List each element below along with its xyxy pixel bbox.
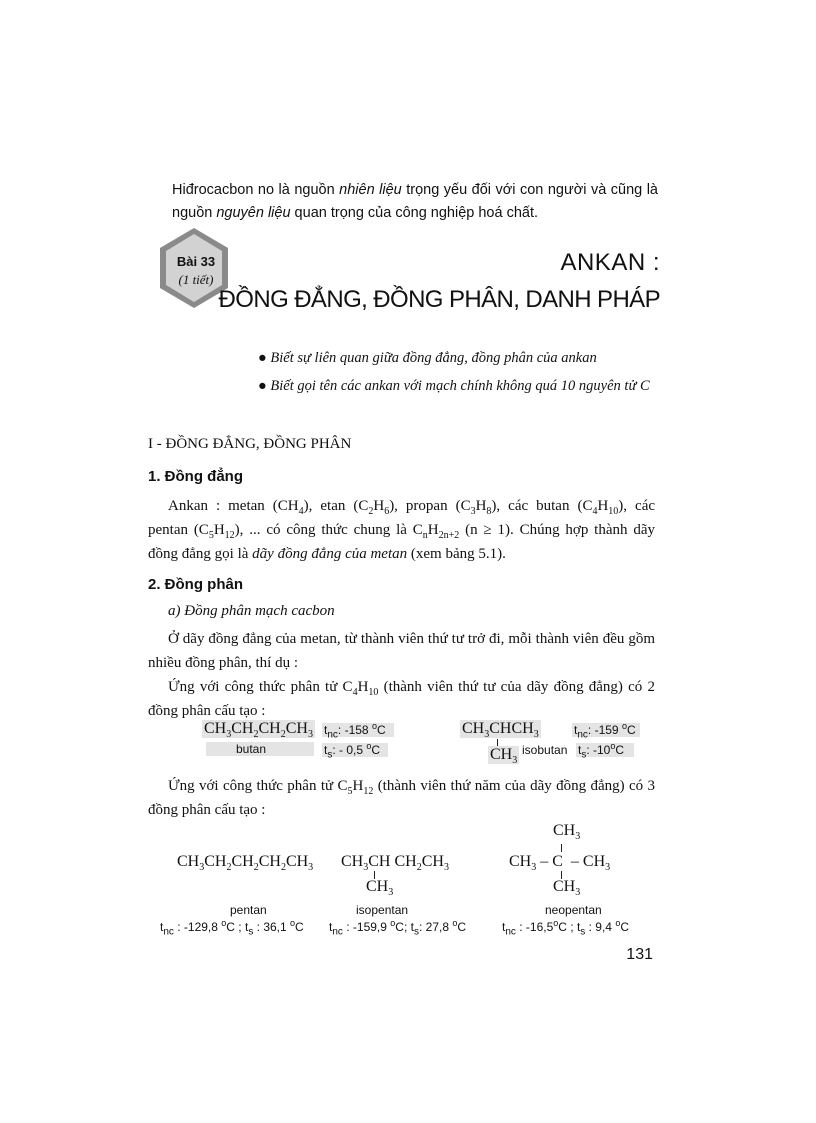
intro-text: Hiđrocacbon no là nguồn — [172, 182, 340, 198]
butan-name: butan — [206, 742, 314, 756]
intro-text: nguồn — [172, 205, 217, 221]
neopentan-temperatures: $t_{nc}$ : -16,5$^o$C ; $t_s$ : 9,4 $^o$C — [502, 918, 630, 938]
dong-phan-paragraph-1: Ở dãy đồng đẳng của metan, từ thành viên thứ tư trở đi, mỗi thành viên đều gồm nhiều đồng phân, thí dụ : — [148, 631, 655, 671]
lesson-title-line1: ANKAN : — [560, 249, 660, 276]
butan-boiling-point: $t_s$: - 0,5 $^o$C — [322, 743, 388, 757]
neopentan-top-branch: $CH_3$ — [553, 822, 581, 843]
objective-text: Biết sự liên quan giữa đồng đẳng, đồng phân của ankan — [270, 350, 597, 366]
dong-phan-paragraph-2: Ứng với công thức phân tử $C_4H_{10}$ (thành viên thứ tư của dãy đồng đẳng) có 2 đồng phân cấu tạo : — [148, 679, 656, 719]
lesson-title-line2: ĐỒNG ĐẲNG, ĐỒNG PHÂN, DANH PHÁP — [218, 286, 660, 313]
pentan-temperatures: $t_{nc}$ : -129,8 $^o$C ; $t_s$ : 36,1 $^o$C — [160, 918, 304, 938]
bullet-icon: ● — [258, 378, 271, 394]
isopentan-name: isopentan — [356, 903, 409, 917]
isobutan-branch: $CH_3$ — [490, 746, 518, 767]
bond-line — [561, 844, 562, 852]
neopentan-name: neopentan — [545, 903, 602, 917]
intro-emphasis: nhiên liệu — [339, 182, 402, 198]
neopentan-bottom-branch: $CH_3$ — [553, 878, 581, 899]
objective-text: Biết gọi tên các ankan với mạch chính không quá 10 nguyên tử C — [270, 378, 650, 394]
isopentan-formula: $CH_3CH$ $CH_2CH_3$ — [341, 853, 449, 874]
dong-phan-paragraph-3: Ứng với công thức phân tử $C_5H_{12}$ (thành viên thứ năm của dãy đồng đẳng) có 3 đồng phân cấu tạo : — [148, 778, 655, 818]
neopentan-formula: $CH_3$ – C – $CH_3$ — [509, 853, 611, 874]
intro-text: trọng yếu đối với con người và cũng là — [401, 182, 658, 198]
butan-formula: $CH_3CH_2CH_2CH_3$ — [204, 720, 313, 741]
intro-emphasis: nguyên liệu — [216, 205, 291, 221]
isobutan-boiling-point: $t_s$: -10$^o$C — [576, 743, 634, 757]
dong-dang-paragraph: Ankan : metan $(CH_4)$, etan $(C_2H_6)$, propan $(C_3H_8)$, các butan $(C_4H_{10})$, các pentan $(C_5H_{12})$, ... có công thức chung là $C_nH_{2n+2}$ (n ≥ 1). Chúng hợp thành dãy đồng đẳng gọi là dãy đồng đẳng của metan (xem bảng 5.1). — [148, 498, 656, 562]
isobutan-name: isobutan — [522, 743, 568, 757]
lesson-number: Bài 33 — [176, 254, 216, 269]
lesson-duration: (1 tiết) — [178, 272, 214, 287]
isobutan-formula: $CH_3CHCH_3$ — [462, 720, 539, 741]
intro-text: quan trọng của công nghiệp hoá chất. — [290, 205, 539, 221]
pentan-formula: $CH_3CH_2CH_2CH_2CH_3$ — [177, 853, 314, 874]
pentan-name: pentan — [230, 903, 267, 917]
butan-melting-point: $t_{nc}$: -158 $^o$C — [322, 723, 394, 737]
subsection-heading-dong-phan: 2. Đồng phân — [148, 576, 243, 593]
subsection-heading-dong-dang: 1. Đồng đẳng — [148, 468, 243, 485]
intro-paragraph — [172, 179, 658, 225]
objective-item — [258, 350, 597, 367]
isopentan-branch: $CH_3$ — [366, 878, 394, 899]
section-heading: I - ĐỒNG ĐẲNG, ĐỒNG PHÂN — [148, 436, 352, 452]
subsection-a-heading: a) Đồng phân mạch cacbon — [168, 603, 335, 619]
isobutan-melting-point: $t_{nc}$: -159 $^o$C — [572, 723, 640, 737]
isopentan-temperatures: $t_{nc}$ : -159,9 $^o$C; $t_s$: 27,8 $^o$C — [329, 918, 467, 938]
bullet-icon: ● — [258, 350, 271, 366]
page-number: 131 — [626, 946, 653, 963]
objective-item — [258, 378, 650, 395]
